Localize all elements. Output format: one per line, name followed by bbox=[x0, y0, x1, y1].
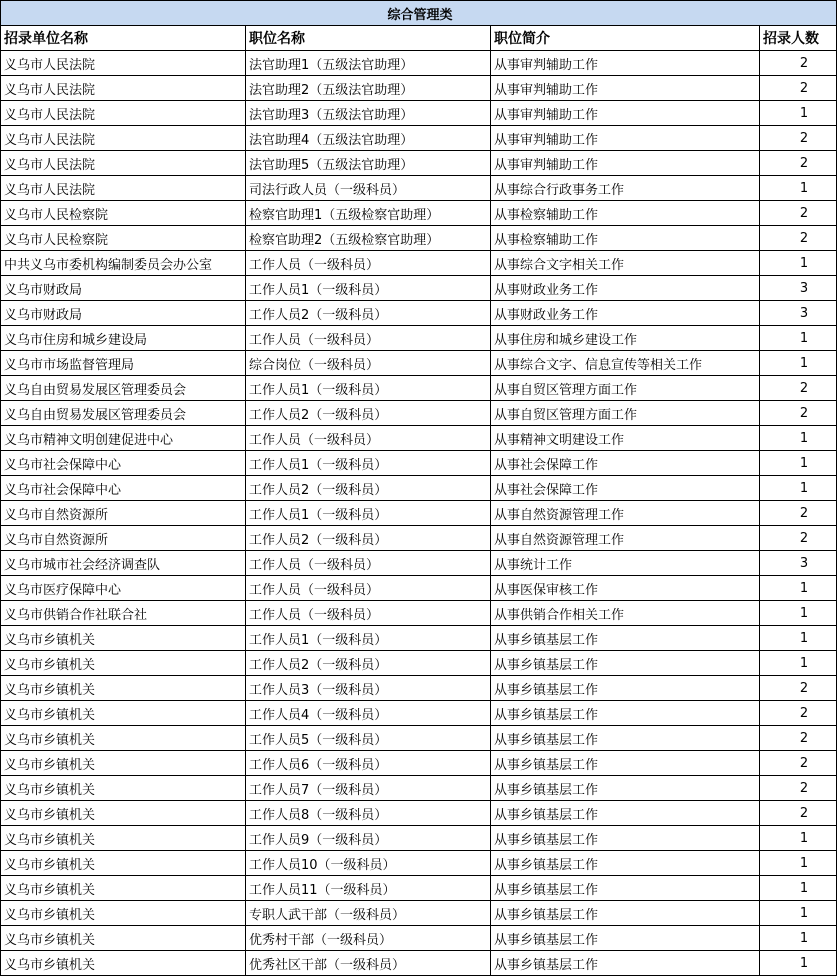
cell-unit-name: 义乌市市场监督管理局 bbox=[1, 351, 246, 376]
cell-unit-name: 义乌市乡镇机关 bbox=[1, 776, 246, 801]
cell-unit-name: 义乌市乡镇机关 bbox=[1, 926, 246, 951]
cell-position-name: 工作人员10（一级科员） bbox=[246, 851, 491, 876]
cell-position-description: 从事精神文明建设工作 bbox=[491, 426, 760, 451]
table-row bbox=[1, 226, 837, 251]
table-row bbox=[1, 826, 837, 851]
cell-unit-name: 义乌市乡镇机关 bbox=[1, 626, 246, 651]
cell-unit-name: 义乌市城市社会经济调查队 bbox=[1, 551, 246, 576]
cell-position-description: 从事自贸区管理方面工作 bbox=[491, 401, 760, 426]
cell-unit-name: 义乌市人民法院 bbox=[1, 126, 246, 151]
cell-position-description: 从事乡镇基层工作 bbox=[491, 851, 760, 876]
cell-position-name: 工作人员5（一级科员） bbox=[246, 726, 491, 751]
cell-position-description: 从事审判辅助工作 bbox=[491, 126, 760, 151]
cell-unit-name: 义乌市社会保障中心 bbox=[1, 451, 246, 476]
table-row bbox=[1, 951, 837, 976]
table-row bbox=[1, 51, 837, 76]
cell-unit-name: 义乌市乡镇机关 bbox=[1, 751, 246, 776]
cell-unit-name: 义乌市人民法院 bbox=[1, 101, 246, 126]
table-row bbox=[1, 151, 837, 176]
cell-recruit-count: 1 bbox=[760, 101, 837, 126]
cell-recruit-count: 1 bbox=[760, 476, 837, 501]
cell-position-description: 从事乡镇基层工作 bbox=[491, 876, 760, 901]
cell-unit-name: 义乌市供销合作社联合社 bbox=[1, 601, 246, 626]
table-row bbox=[1, 201, 837, 226]
cell-recruit-count: 1 bbox=[760, 876, 837, 901]
cell-unit-name: 义乌市自然资源所 bbox=[1, 501, 246, 526]
cell-position-name: 工作人员9（一级科员） bbox=[246, 826, 491, 851]
cell-recruit-count: 1 bbox=[760, 251, 837, 276]
cell-unit-name: 义乌市自然资源所 bbox=[1, 526, 246, 551]
table-row bbox=[1, 576, 837, 601]
cell-recruit-count: 2 bbox=[760, 76, 837, 101]
cell-recruit-count: 1 bbox=[760, 901, 837, 926]
cell-recruit-count: 1 bbox=[760, 576, 837, 601]
cell-recruit-count: 1 bbox=[760, 851, 837, 876]
cell-recruit-count: 3 bbox=[760, 276, 837, 301]
table-row bbox=[1, 101, 837, 126]
cell-position-name: 工作人员2（一级科员） bbox=[246, 301, 491, 326]
cell-position-name: 工作人员2（一级科员） bbox=[246, 476, 491, 501]
cell-position-description: 从事乡镇基层工作 bbox=[491, 901, 760, 926]
cell-unit-name: 义乌市乡镇机关 bbox=[1, 801, 246, 826]
header-position-name: 职位名称 bbox=[246, 26, 491, 51]
cell-position-description: 从事供销合作相关工作 bbox=[491, 601, 760, 626]
header-unit-name: 招录单位名称 bbox=[1, 26, 246, 51]
cell-unit-name: 中共义乌市委机构编制委员会办公室 bbox=[1, 251, 246, 276]
table-body bbox=[1, 51, 837, 976]
header-position-description: 职位简介 bbox=[491, 26, 760, 51]
cell-position-description: 从事财政业务工作 bbox=[491, 276, 760, 301]
table-title: 综合管理类 bbox=[1, 1, 837, 26]
cell-position-description: 从事乡镇基层工作 bbox=[491, 751, 760, 776]
table-row bbox=[1, 476, 837, 501]
cell-position-description: 从事统计工作 bbox=[491, 551, 760, 576]
cell-unit-name: 义乌市人民法院 bbox=[1, 176, 246, 201]
table-row bbox=[1, 551, 837, 576]
cell-position-description: 从事乡镇基层工作 bbox=[491, 926, 760, 951]
table-row bbox=[1, 726, 837, 751]
cell-position-description: 从事自然资源管理工作 bbox=[491, 526, 760, 551]
cell-recruit-count: 1 bbox=[760, 451, 837, 476]
table-row bbox=[1, 676, 837, 701]
cell-position-description: 从事乡镇基层工作 bbox=[491, 651, 760, 676]
cell-unit-name: 义乌市财政局 bbox=[1, 276, 246, 301]
cell-position-name: 法官助理4（五级法官助理） bbox=[246, 126, 491, 151]
cell-position-description: 从事自贸区管理方面工作 bbox=[491, 376, 760, 401]
cell-position-name: 工作人员2（一级科员） bbox=[246, 526, 491, 551]
table-row bbox=[1, 601, 837, 626]
cell-position-description: 从事乡镇基层工作 bbox=[491, 826, 760, 851]
cell-position-description: 从事综合行政事务工作 bbox=[491, 176, 760, 201]
cell-position-description: 从事社会保障工作 bbox=[491, 476, 760, 501]
cell-recruit-count: 2 bbox=[760, 376, 837, 401]
cell-unit-name: 义乌市财政局 bbox=[1, 301, 246, 326]
cell-position-name: 法官助理5（五级法官助理） bbox=[246, 151, 491, 176]
cell-position-name: 工作人员（一级科员） bbox=[246, 251, 491, 276]
cell-position-name: 专职人武干部（一级科员） bbox=[246, 901, 491, 926]
table-row bbox=[1, 651, 837, 676]
cell-recruit-count: 2 bbox=[760, 676, 837, 701]
cell-position-description: 从事住房和城乡建设工作 bbox=[491, 326, 760, 351]
cell-unit-name: 义乌市乡镇机关 bbox=[1, 701, 246, 726]
table-row bbox=[1, 176, 837, 201]
cell-position-description: 从事乡镇基层工作 bbox=[491, 776, 760, 801]
cell-position-name: 工作人员（一级科员） bbox=[246, 551, 491, 576]
table-row bbox=[1, 751, 837, 776]
cell-position-name: 工作人员2（一级科员） bbox=[246, 651, 491, 676]
table-row bbox=[1, 926, 837, 951]
cell-position-description: 从事审判辅助工作 bbox=[491, 51, 760, 76]
table-row bbox=[1, 426, 837, 451]
cell-position-description: 从事综合文字相关工作 bbox=[491, 251, 760, 276]
column-header-row bbox=[1, 26, 837, 51]
table-row bbox=[1, 351, 837, 376]
cell-recruit-count: 2 bbox=[760, 201, 837, 226]
cell-unit-name: 义乌市住房和城乡建设局 bbox=[1, 326, 246, 351]
cell-unit-name: 义乌市人民检察院 bbox=[1, 201, 246, 226]
cell-unit-name: 义乌市乡镇机关 bbox=[1, 676, 246, 701]
cell-unit-name: 义乌市乡镇机关 bbox=[1, 951, 246, 976]
cell-position-description: 从事乡镇基层工作 bbox=[491, 951, 760, 976]
table-row bbox=[1, 301, 837, 326]
cell-position-description: 从事审判辅助工作 bbox=[491, 151, 760, 176]
cell-recruit-count: 2 bbox=[760, 401, 837, 426]
cell-unit-name: 义乌市社会保障中心 bbox=[1, 476, 246, 501]
cell-position-name: 工作人员2（一级科员） bbox=[246, 401, 491, 426]
cell-unit-name: 义乌市乡镇机关 bbox=[1, 651, 246, 676]
cell-recruit-count: 2 bbox=[760, 501, 837, 526]
cell-position-description: 从事审判辅助工作 bbox=[491, 76, 760, 101]
cell-position-description: 从事审判辅助工作 bbox=[491, 101, 760, 126]
cell-recruit-count: 2 bbox=[760, 226, 837, 251]
cell-unit-name: 义乌市乡镇机关 bbox=[1, 726, 246, 751]
cell-position-name: 工作人员4（一级科员） bbox=[246, 701, 491, 726]
table-title-row bbox=[1, 1, 837, 26]
cell-position-description: 从事社会保障工作 bbox=[491, 451, 760, 476]
table-row bbox=[1, 851, 837, 876]
cell-recruit-count: 2 bbox=[760, 51, 837, 76]
cell-position-name: 工作人员（一级科员） bbox=[246, 576, 491, 601]
cell-recruit-count: 2 bbox=[760, 526, 837, 551]
cell-position-name: 工作人员7（一级科员） bbox=[246, 776, 491, 801]
cell-recruit-count: 2 bbox=[760, 126, 837, 151]
cell-recruit-count: 3 bbox=[760, 551, 837, 576]
cell-recruit-count: 2 bbox=[760, 751, 837, 776]
header-recruit-count: 招录人数 bbox=[760, 26, 837, 51]
cell-position-name: 工作人员11（一级科员） bbox=[246, 876, 491, 901]
cell-position-name: 法官助理2（五级法官助理） bbox=[246, 76, 491, 101]
cell-position-name: 检察官助理2（五级检察官助理） bbox=[246, 226, 491, 251]
table-row bbox=[1, 326, 837, 351]
table-row bbox=[1, 451, 837, 476]
cell-position-name: 检察官助理1（五级检察官助理） bbox=[246, 201, 491, 226]
cell-recruit-count: 1 bbox=[760, 626, 837, 651]
cell-recruit-count: 1 bbox=[760, 176, 837, 201]
table-row bbox=[1, 276, 837, 301]
cell-position-description: 从事乡镇基层工作 bbox=[491, 676, 760, 701]
cell-position-description: 从事自然资源管理工作 bbox=[491, 501, 760, 526]
cell-recruit-count: 2 bbox=[760, 151, 837, 176]
cell-recruit-count: 2 bbox=[760, 701, 837, 726]
table-row bbox=[1, 376, 837, 401]
table-row bbox=[1, 701, 837, 726]
cell-recruit-count: 2 bbox=[760, 726, 837, 751]
table-row bbox=[1, 876, 837, 901]
cell-position-description: 从事乡镇基层工作 bbox=[491, 626, 760, 651]
cell-position-name: 优秀村干部（一级科员） bbox=[246, 926, 491, 951]
cell-position-name: 优秀社区干部（一级科员） bbox=[246, 951, 491, 976]
table-row bbox=[1, 401, 837, 426]
table-row bbox=[1, 251, 837, 276]
cell-position-name: 工作人员1（一级科员） bbox=[246, 451, 491, 476]
cell-recruit-count: 1 bbox=[760, 926, 837, 951]
cell-unit-name: 义乌市医疗保障中心 bbox=[1, 576, 246, 601]
cell-recruit-count: 1 bbox=[760, 326, 837, 351]
cell-position-name: 工作人员（一级科员） bbox=[246, 326, 491, 351]
cell-unit-name: 义乌市人民法院 bbox=[1, 76, 246, 101]
table-row bbox=[1, 501, 837, 526]
cell-unit-name: 义乌自由贸易发展区管理委员会 bbox=[1, 401, 246, 426]
cell-position-description: 从事财政业务工作 bbox=[491, 301, 760, 326]
table-row bbox=[1, 126, 837, 151]
cell-unit-name: 义乌市乡镇机关 bbox=[1, 826, 246, 851]
cell-unit-name: 义乌市乡镇机关 bbox=[1, 851, 246, 876]
cell-recruit-count: 1 bbox=[760, 601, 837, 626]
cell-recruit-count: 1 bbox=[760, 426, 837, 451]
table-row bbox=[1, 776, 837, 801]
cell-position-name: 工作人员3（一级科员） bbox=[246, 676, 491, 701]
cell-unit-name: 义乌市人民法院 bbox=[1, 51, 246, 76]
table-row bbox=[1, 626, 837, 651]
cell-unit-name: 义乌市乡镇机关 bbox=[1, 876, 246, 901]
cell-position-name: 法官助理1（五级法官助理） bbox=[246, 51, 491, 76]
table-row bbox=[1, 526, 837, 551]
table-row bbox=[1, 801, 837, 826]
cell-recruit-count: 1 bbox=[760, 951, 837, 976]
table-row bbox=[1, 901, 837, 926]
cell-unit-name: 义乌市精神文明创建促进中心 bbox=[1, 426, 246, 451]
cell-position-description: 从事检察辅助工作 bbox=[491, 201, 760, 226]
cell-position-name: 工作人员（一级科员） bbox=[246, 426, 491, 451]
cell-position-name: 工作人员8（一级科员） bbox=[246, 801, 491, 826]
cell-unit-name: 义乌市乡镇机关 bbox=[1, 901, 246, 926]
cell-recruit-count: 1 bbox=[760, 351, 837, 376]
cell-position-description: 从事乡镇基层工作 bbox=[491, 726, 760, 751]
cell-position-description: 从事检察辅助工作 bbox=[491, 226, 760, 251]
cell-unit-name: 义乌自由贸易发展区管理委员会 bbox=[1, 376, 246, 401]
cell-position-name: 工作人员1（一级科员） bbox=[246, 626, 491, 651]
cell-position-name: 工作人员6（一级科员） bbox=[246, 751, 491, 776]
cell-recruit-count: 2 bbox=[760, 801, 837, 826]
cell-unit-name: 义乌市人民检察院 bbox=[1, 226, 246, 251]
cell-position-name: 工作人员1（一级科员） bbox=[246, 276, 491, 301]
cell-position-name: 工作人员1（一级科员） bbox=[246, 376, 491, 401]
cell-unit-name: 义乌市人民法院 bbox=[1, 151, 246, 176]
cell-recruit-count: 1 bbox=[760, 651, 837, 676]
cell-position-name: 司法行政人员（一级科员） bbox=[246, 176, 491, 201]
cell-position-name: 工作人员1（一级科员） bbox=[246, 501, 491, 526]
cell-position-description: 从事乡镇基层工作 bbox=[491, 701, 760, 726]
cell-position-description: 从事医保审核工作 bbox=[491, 576, 760, 601]
cell-position-description: 从事乡镇基层工作 bbox=[491, 801, 760, 826]
table-row bbox=[1, 76, 837, 101]
cell-recruit-count: 3 bbox=[760, 301, 837, 326]
cell-position-name: 法官助理3（五级法官助理） bbox=[246, 101, 491, 126]
cell-position-description: 从事综合文字、信息宣传等相关工作 bbox=[491, 351, 760, 376]
cell-position-name: 综合岗位（一级科员） bbox=[246, 351, 491, 376]
cell-position-name: 工作人员（一级科员） bbox=[246, 601, 491, 626]
cell-recruit-count: 2 bbox=[760, 776, 837, 801]
cell-recruit-count: 1 bbox=[760, 826, 837, 851]
